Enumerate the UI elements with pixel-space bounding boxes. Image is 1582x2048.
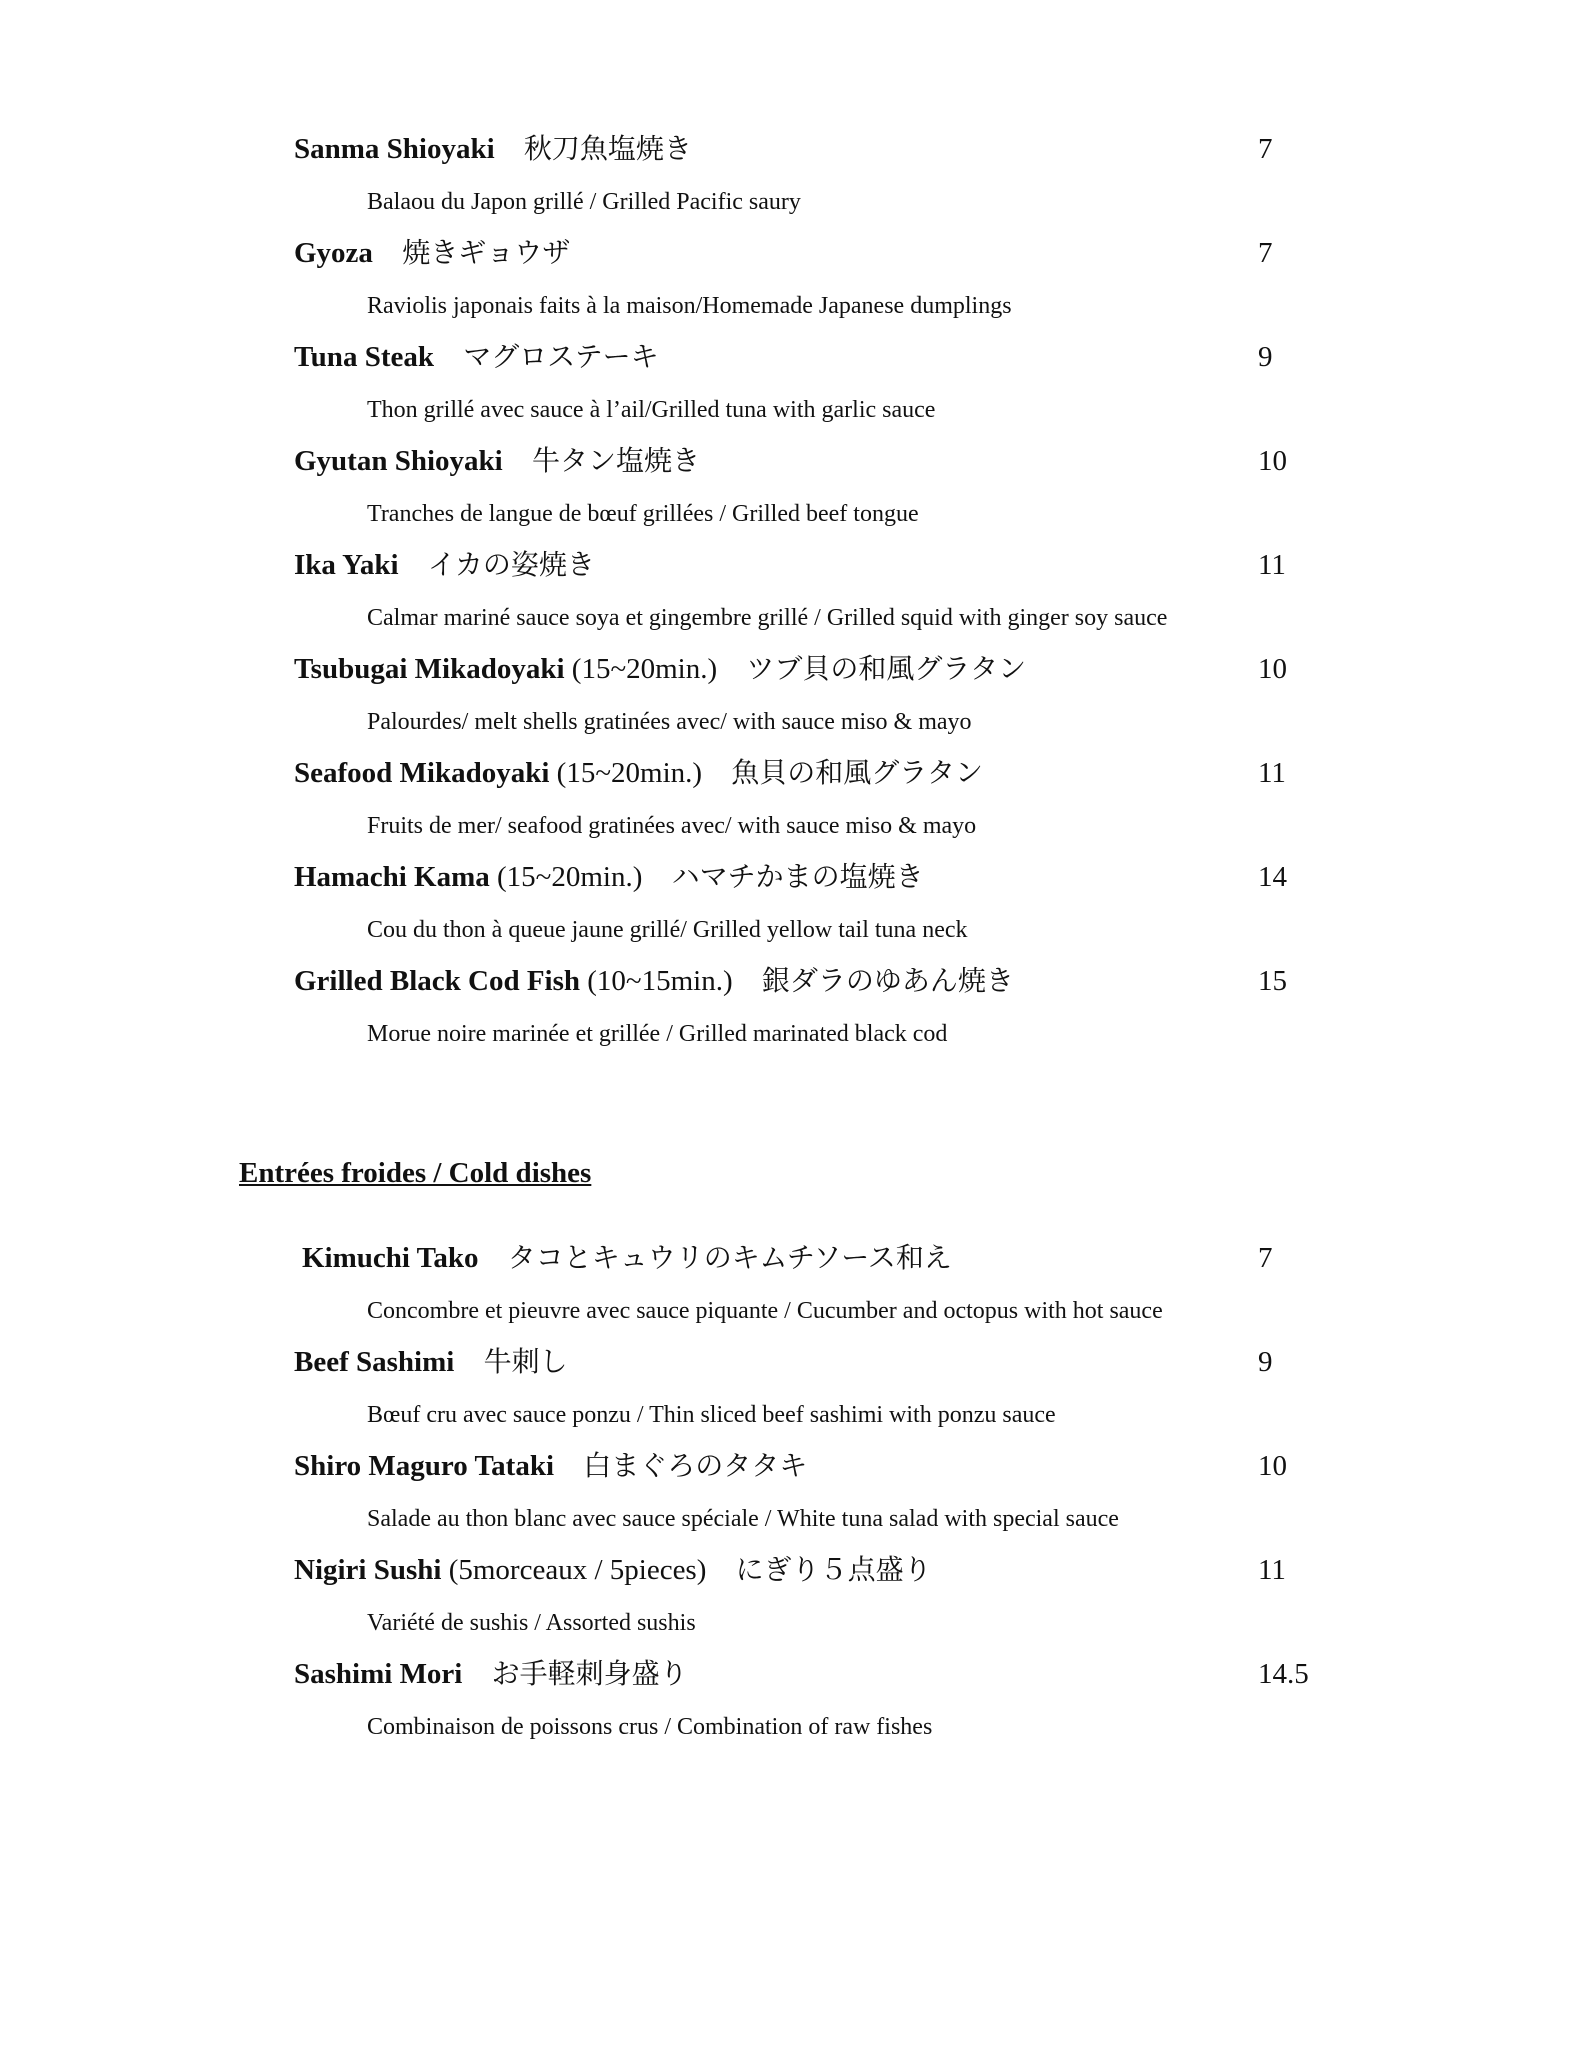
- menu-item-japanese-name: タコとキュウリのキムチソース和え: [507, 1241, 952, 1274]
- menu-item-name: Tsubugai Mikadoyaki: [294, 653, 565, 685]
- menu-item-description: Tranches de langue de bœuf grillées / Grilled beef tongue: [367, 501, 919, 527]
- menu-item-price: 14: [1258, 861, 1287, 893]
- menu-item-name: Sashimi Mori: [294, 1658, 463, 1690]
- menu-item-japanese-name: 銀ダラのゆあん焼き: [761, 964, 1014, 997]
- menu-item-title: [302, 1240, 952, 1276]
- menu-item-name: Shiro Maguro Tataki: [294, 1450, 555, 1482]
- menu-item-price: 7: [1258, 1242, 1273, 1274]
- menu-item-description: Thon grillé avec sauce à l’ail/Grilled tuna with garlic sauce: [367, 397, 936, 423]
- menu-item-price: 10: [1258, 1450, 1287, 1482]
- menu-item-price: 7: [1258, 237, 1273, 269]
- menu-item-description: Calmar mariné sauce soya et gingembre grillé / Grilled squid with ginger soy sauce: [367, 605, 1168, 631]
- menu-item-price: 14.5: [1258, 1658, 1309, 1690]
- menu-item-description: Salade au thon blanc avec sauce spéciale / White tuna salad with special sauce: [367, 1506, 1119, 1532]
- menu-item-title: [294, 1344, 568, 1380]
- menu-item-japanese-name: 牛刺し: [483, 1345, 568, 1378]
- menu-item-title: [294, 755, 983, 791]
- menu-item-price: 9: [1258, 341, 1273, 373]
- menu-item-name: Seafood Mikadoyaki: [294, 757, 550, 789]
- menu-item-description: Raviolis japonais faits à la maison/Homemade Japanese dumplings: [367, 293, 1012, 319]
- menu-item-description: Balaou du Japon grillé / Grilled Pacific saury: [367, 189, 801, 215]
- menu-item-name: Gyutan Shioyaki: [294, 445, 503, 477]
- menu-item-description: Variété de sushis / Assorted sushis: [367, 1610, 696, 1636]
- menu-item-title: [294, 1552, 932, 1588]
- menu-item-japanese-name: 魚貝の和風グラタン: [731, 756, 984, 789]
- menu-item-note: (15~20min.): [556, 757, 703, 789]
- menu-item-japanese-name: マグロステーキ: [463, 340, 659, 373]
- menu-item-name: Beef Sashimi: [294, 1346, 455, 1378]
- menu-item-price: 10: [1258, 653, 1287, 685]
- menu-item-description: Fruits de mer/ seafood gratinées avec/ with sauce miso & mayo: [367, 813, 977, 839]
- menu-item-name: Grilled Black Cod Fish: [294, 965, 581, 997]
- menu-item-price: 15: [1258, 965, 1287, 997]
- menu-item-title: [294, 547, 595, 583]
- menu-item-note: (5morceaux / 5pieces): [448, 1554, 707, 1586]
- menu-item-name: Nigiri Sushi: [294, 1554, 442, 1586]
- menu-item-note: (15~20min.): [497, 861, 643, 893]
- menu-item-price: 11: [1258, 757, 1286, 789]
- menu-item-name: Gyoza: [294, 237, 373, 269]
- menu-item-title: [294, 1656, 688, 1692]
- menu-item-description: Combinaison de poissons crus / Combination of raw fishes: [367, 1714, 933, 1740]
- menu-item-price: 10: [1258, 445, 1287, 477]
- menu-item-description: Morue noire marinée et grillée / Grilled marinated black cod: [367, 1021, 948, 1047]
- menu-item-title: [294, 1448, 807, 1484]
- menu-item-description: Cou du thon à queue jaune grillé/ Grilled yellow tail tuna neck: [367, 917, 968, 943]
- menu-item-japanese-name: お手軽刺身盛り: [491, 1657, 688, 1690]
- menu-item-title: [294, 651, 1026, 687]
- menu-item-name: Kimuchi Tako: [302, 1242, 479, 1274]
- menu-item-japanese-name: 白まぐろのタタキ: [583, 1449, 808, 1482]
- menu-item-price: 11: [1258, 1554, 1286, 1586]
- menu-item-japanese-name: 秋刀魚塩焼き: [523, 132, 692, 165]
- menu-item-japanese-name: 牛タン塩焼き: [531, 444, 700, 477]
- menu-item-name: Tuna Steak: [294, 341, 434, 373]
- menu-item-price: 9: [1258, 1346, 1273, 1378]
- menu-item-japanese-name: 焼きギョウザ: [402, 236, 571, 269]
- menu-item-name: Ika Yaki: [294, 549, 399, 581]
- menu-item-title: [294, 859, 924, 895]
- menu-item-note: (10~15min.): [587, 965, 733, 997]
- menu-item-japanese-name: イカの姿焼き: [427, 548, 595, 581]
- section-heading-cold-dishes: Entrées froides / Cold dishes: [239, 1157, 592, 1189]
- menu-item-name: Sanma Shioyaki: [294, 133, 495, 165]
- menu-item-note: (15~20min.): [571, 653, 718, 685]
- menu-item-japanese-name: にぎり５点盛り: [735, 1553, 932, 1586]
- menu-item-title: [294, 443, 700, 479]
- menu-item-price: 7: [1258, 133, 1273, 165]
- menu-item-title: [294, 339, 659, 375]
- menu-item-description: Bœuf cru avec sauce ponzu / Thin sliced beef sashimi with ponzu sauce: [367, 1402, 1056, 1428]
- menu-item-title: [294, 131, 692, 167]
- menu-item-price: 11: [1258, 549, 1286, 581]
- menu-item-title: [294, 963, 1014, 999]
- menu-item-description: Palourdes/ melt shells gratinées avec/ with sauce miso & mayo: [367, 709, 972, 735]
- menu-item-name: Hamachi Kama: [294, 861, 490, 893]
- menu-item-description: Concombre et pieuvre avec sauce piquante / Cucumber and octopus with hot sauce: [367, 1298, 1163, 1324]
- menu-item-japanese-name: ハマチかまの塩焼き: [671, 860, 924, 893]
- menu-item-japanese-name: ツブ貝の和風グラタン: [746, 652, 1027, 685]
- menu-item-title: [294, 235, 570, 271]
